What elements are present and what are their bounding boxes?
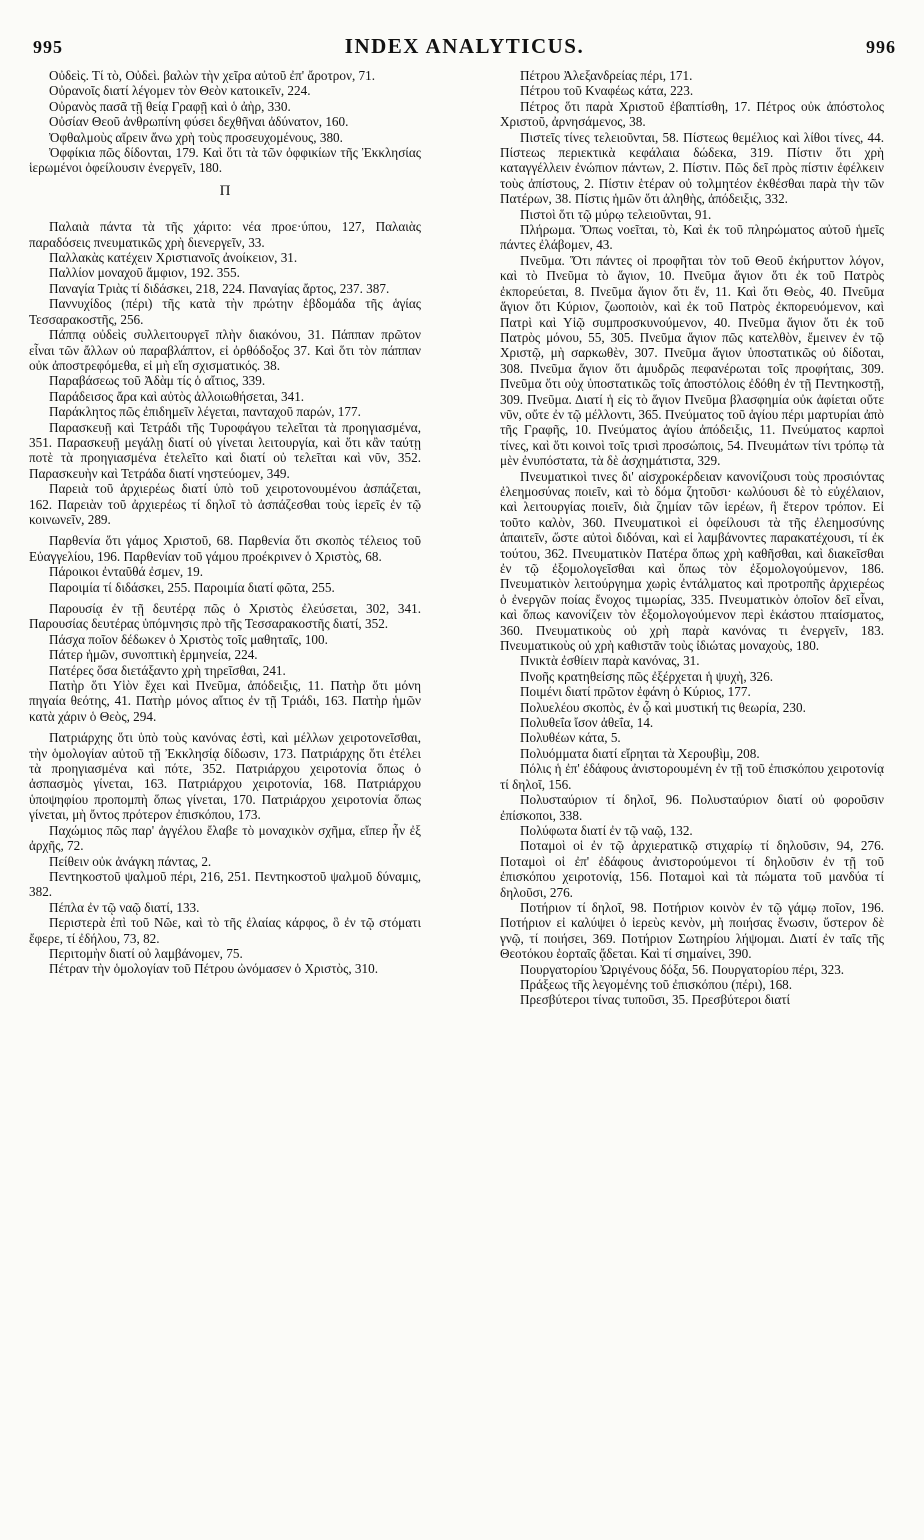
index-entry: Πράξεως τῆς λεγομένης τοῦ ἐπισκόπου (πέρι), 168. bbox=[520, 976, 793, 992]
page-number-right: 996 bbox=[865, 37, 896, 57]
index-entry: Πέτρου τοῦ Κναφέως κάτα, 223. bbox=[520, 83, 694, 99]
index-entry: Πνοῆς κρατηθείσης πῶς ἐξέρχεται ἡ ψυχὴ, 326. bbox=[520, 668, 773, 684]
index-entry: Πεντηκοστοῦ ψαλμοῦ πέρι, 216, 251. Πεντηκοστοῦ ψαλμοῦ δύναμις, 382. bbox=[29, 868, 421, 900]
index-entry: Παρθενία ὅτι γάμος Χριστοῦ, 68. Παρθενία ὅτι σκοπὸς τέλειος τοῦ Εὐαγγελίου, 196. Παρθενίαν τοῦ γάμου προέκρινεν ὁ Χριστὸς, 68. bbox=[29, 533, 421, 564]
index-entry: Παλλίον μοναχοῦ ἄμφιον, 192. 355. bbox=[49, 265, 240, 281]
index-entry: Πολυθεΐα ἴσον ἀθεΐα, 14. bbox=[520, 715, 654, 731]
index-entry: Πέπλα ἐν τῷ ναῷ διατί, 133. bbox=[49, 899, 200, 915]
index-entry: Ποτήριον τί δηλοῖ, 98. Ποτήριον κοινὸν ἐν τῷ γάμῳ ποῖον, 196. Ποτήριον εἰ καλύψει ὁ ἱερεὺς κενὸν, μὴ ποιήσας ἕνωσιν, ὕστερον δὲ γνῷ, τί ποιήσει, 369. Ποτήριον Σωτηρίου λήψομαι. Διατί ἐν ταῖς τῆς Θεοτόκου ἑορταῖς ᾄδεται. Καὶ τί σημαίνει, 390. bbox=[500, 899, 884, 962]
index-entry: Πιστοὶ ὅτι τῷ μύρῳ τελειοῦνται, 91. bbox=[520, 206, 712, 222]
index-entry: Ποταμοὶ οἱ ἐν τῷ ἀρχιερατικῷ στιχαρίῳ τί δηλοῦσιν, 94, 276. Ποταμοὶ οἱ ἐπ' ἐδάφους ἀνιστορούμενοι τί δηλοῦσιν ἐν τῇ τοῦ ἐπισκόπου χειροτονίᾳ, 156. Ποταμοὶ καὶ τὰ πώματα τοῦ μανδύα τί δηλοῦσι, 276. bbox=[500, 838, 884, 900]
running-title: INDEX ANALYTICUS. bbox=[344, 34, 585, 58]
index-entry: Περιστερὰ ἐπὶ τοῦ Νῶε, καὶ τὸ τῆς ἐλαίας κάρφος, ὃ ἐν τῷ στόματι ἔφερε, τί ἐδήλου, 73, 82. bbox=[29, 915, 421, 946]
index-entry: Παράκλητος πῶς ἐπιδημεῖν λέγεται, πανταχοῦ παρών, 177. bbox=[49, 404, 361, 420]
index-entry: Οὐδεὶς. Τί τὸ, Οὐδεὶ. βαλὼν τὴν χεῖρα αὐτοῦ ἐπ' ἄροτρον, 71. bbox=[49, 68, 376, 83]
index-entry: Πατὴρ ὅτι Υἱὸν ἔχει καὶ Πνεῦμα, ἀπόδειξις, 11. Πατὴρ ὅτι μόνη πηγαία θεότης, 41. Πατὴρ μόνος αἴτιος ἐν τῇ Τριάδι, 163. Πατὴρ ἡμῶν κατὰ χάριν ὁ Θεὸς, 294. bbox=[29, 678, 421, 724]
index-entry: Πάσχα ποῖον δέδωκεν ὁ Χριστὸς τοῖς μαθηταῖς, 100. bbox=[49, 631, 328, 647]
index-entry: Πνευματικοὶ τινες δι' αἰσχροκέρδειαν κανονίζουσι τοὺς προσιόντας ἐλεημοσύνας ποιεῖν, καὶ τὸ δόμα ζητοῦσι· κωλύουσι δὲ τὸ εὐχέλαιον, καὶ λειτουργίας ποιεῖν, διὰ ζημίαν τῶν ἱερέων, ἢ ἕτερον τρόπον. Εἰ τοῦτο καλὸν, 360. Πνευματικοὶ εἰ ὀφείλουσι τὰ τῆς ἐλεημοσύνης ἀπαιτεῖν, ὥστε αὐτοὶ διδόναι, καὶ εἰ λαμβάνοντες παρακατέχουσι, τί ἐκ τούτου, 362. Πνευματικὸν Πατέρα ὅπως χρὴ καθῆσθαι, καὶ διακεῖσθαι ἐν τῷ ἐξομολογεῖσθαι καὶ ὅπως τὸν ἐξομολογούμενον, 186. Πνευματικὸν λειτούργημα χωρὶς ἐντάλματος καὶ προτροπῆς ἀρχιερέως ὁ ἐνεργῶν ποίας ἔνοχος τιμωρίας, 335. Πνευματικὸν ὁποῖον δεῖ εἶναι, καὶ ὅπως κανονίζειν τὸν ἐξομολογούμενον περὶ ἑκάστου πταίσματος, 360. Πνευματικοὺς οὐ χρὴ παρὰ κανόνας τι ἐνεργεῖν, 183. Πνευματικοὺς οὐ χρὴ καθιστᾶν τοὺς ἰδιώτας μοναχοὺς, 180. bbox=[500, 468, 884, 654]
index-entry: Πρεσβύτεροι τίνας τυποῦσι, 35. Πρεσβύτεροι διατί bbox=[520, 992, 791, 1008]
index-entry: Πλήρωμα. Ὅπως νοεῖται, τὸ, Καὶ ἐκ τοῦ πληρώματος αὐτοῦ ἡμεῖς πάντες ἐλάβομεν, 43. bbox=[500, 222, 884, 253]
index-entry: Πατριάρχης ὅτι ὑπὸ τοὺς κανόνας ἐστὶ, καὶ μέλλων χειροτονεῖσθαι, τὴν ὁμολογίαν αὐτοῦ τῇ Ἐκκλησίᾳ δίδωσιν, 173. Πατριάρχης ὅτι ἐτέλει τὰ προηγιασμένα καὶ πότε, 352. Πατριάρχου χειροτονία ὅπως ὁ ἀσπασμὸς γίνεται, 163. Πατριάρχου χειροτονία, 168. Πατριάρχου ὑποψηφίου προπομπὴ ὅπως γίνεται, 170. Πατριάρχου χειροτονία ὅπως γίνεται, μὴ ὄντος πρότερον ἐπισκόπου, 173. bbox=[29, 730, 421, 823]
index-entry: Πολυελέου σκοπὸς, ἐν ᾧ καὶ μυστική τις θεωρία, 230. bbox=[520, 699, 806, 715]
right-column bbox=[500, 68, 884, 1008]
index-entry: Πολύφωτα διατί ἐν τῷ ναῷ, 132. bbox=[520, 822, 693, 838]
index-entry: Παλαιὰ πάντα τὰ τῆς χάριτο: νέα προε·ύπου, 127, Παλαιὰς παραδόσεις πνευματικῶς χρὴ διενεργεῖν, 33. bbox=[29, 219, 421, 250]
index-entry: Πάππᾳ οὐδεὶς συλλειτουργεῖ πλὴν διακόνου, 31. Πάππαν πρῶτον εἶναι τῶν ἄλλων οὐ παραβλάπτον, εἰ ὀρθόδοξος 37. Καὶ ὅτι τὸν πάππαν οὐκ ἀποστρεφόμεθα, εἰ μὴ εἴη σχισματικός. 38. bbox=[29, 327, 421, 373]
section-letter: Π bbox=[219, 182, 231, 199]
index-entry: Πέτρος ὅτι παρὰ Χριστοῦ ἐβαπτίσθη, 17. Πέτρος οὐκ ἀπόστολος Χριστοῦ, ἀρνησάμενος, 38. bbox=[500, 98, 884, 130]
index-entry: Οὐρανοῖς διατί λέγομεν τὸν Θεὸν κατοικεῖν, 224. bbox=[49, 83, 311, 99]
index-entry: Παλλακὰς κατέχειν Χριστιανοῖς ἀνοίκειον, 31. bbox=[49, 250, 298, 266]
index-entry: Πνικτὰ ἐσθίειν παρὰ κανόνας, 31. bbox=[520, 653, 700, 669]
index-entry: Παρουσίᾳ ἐν τῇ δευτέρᾳ πῶς ὁ Χριστὸς ἐλεύσεται, 302, 341. Παρουσίας δευτέρας ὑπόμνησις πρὸ τῆς Τεσσαρακοστῆς διατί, 352. bbox=[29, 601, 421, 632]
index-entry: Οὐρανὸς πασᾶ τῇ θείᾳ Γραφῇ καὶ ὁ ἀὴρ, 330. bbox=[49, 98, 291, 114]
index-entry: Παρειὰ τοῦ ἀρχιερέως διατί ὑπὸ τοῦ χειροτονουμένου ἀσπάζεται, 162. Παρειὰν τοῦ ἀρχιερέως τί δηλοῖ τὸ ἀσπάζεσθαι τοὺς ἱερεῖς ἐν τῷ κοινωνεῖν, 289. bbox=[29, 481, 421, 527]
index-entry: Πολυόμματα διατί εἴρηται τὰ Χερουβὶμ, 208. bbox=[520, 745, 760, 761]
index-entry: Πέτρου Ἀλεξανδρείας πέρι, 171. bbox=[520, 68, 693, 83]
index-entry: Οὐσίαν Θεοῦ ἀνθρωπίνη φύσει δεχθῆναι ἀδύνατον, 160. bbox=[49, 114, 349, 130]
index-entry: Πουργατορίου Ὠριγένους δόξα, 56. Πουργατορίου πέρι, 323. bbox=[520, 961, 845, 977]
index-entry: Ὀφθαλμοὺς αἴρειν ἄνω χρὴ τοὺς προσευχομένους, 380. bbox=[49, 129, 343, 145]
index-entry: Πέτραν τὴν ὁμολογίαν τοῦ Πέτρου ὠνόμασεν ὁ Χριστὸς, 310. bbox=[49, 961, 378, 977]
left-column bbox=[29, 68, 421, 977]
running-header bbox=[33, 34, 896, 62]
index-entry: Πατέρες ὅσα διετάξαντο χρὴ τηρεῖσθαι, 241. bbox=[49, 662, 286, 678]
index-entry: Παρασκευῇ καὶ Τετράδι τῆς Τυροφάγου τελεῖται τὰ προηγιασμένα, 351. Παρασκευῇ μεγάλῃ διατί οὐ γίνεται λειτουργία, καὶ ὅτι κἂν ταύτῃ ποτὲ τὰ προηγιασμένα ἐτελεῖτο καὶ διατί οὐ τελεῖται καὶ νῦν, 352. Παρασκευὴν καὶ Τετράδα διατί νηστεύομεν, 349. bbox=[29, 419, 421, 481]
index-entry: Πνεῦμα. Ὅτι πάντες οἱ προφῆται τὸν τοῦ Θεοῦ ἐκήρυττον λόγον, καὶ τὸ Πνεῦμα τὸ ἅγιον, 10. Πνεῦμα ἅγιον ὅτι ἐκ τοῦ Πατρὸς ἐκπορεύεται, 8. Πνεῦμα ἅγιον ὅτι ἔν, 11. Καὶ ὅτι Θεὸς, 40. Πνεῦμα ἅγιον ὅτι Κύριον, ζωοποιὸν, καὶ ἐκ τοῦ Πατρὸς ἐκπορευόμενον, καὶ Πατρὶ καὶ Υἱῷ συμπροσκυνούμενον, 40. Πνεῦμα ἅγιον ὅτι ἐκ τοῦ Πατρὸς μόνου, 55, 305. Πνεῦμα ἅγιον πῶς κατελθὸν, ἔμεινεν ἐν τῷ Χριστῷ, μὴ σαρκωθὲν, 307. Πνεῦμα ἅγιον ὑποστατικῶς οὐ δίδοται, 308. Πνεῦμα ἅγιον ὅτι ἀμυδρῶς πεφανέρωται τοῖς προφήταις, 309. Πνεῦμα ὅτι οὐχ ὑποστατικῶς τοῖς ἀποστόλοις ἐδόθη ἐν τῇ Πεντηκοστῇ, 309. Πνεῦμα. Διατί ἡ εἰς τὸ ἅγιον Πνεῦμα βλασφημία οὐκ ἀφίεται οὔτε νῦν, οὔτε ἐν τῷ μέλλοντι, 365. Πνεύματος τοῦ ἁγίου πέρι μαρτυρίαι ἀπὸ τῆς Γραφῆς, 10. Πνεύματος ἁγίου ἀπόδειξις, 11. Πνεύματος καρποὶ τίνες, καὶ ὅτι κοινοὶ τοῖς τρισὶ προσώποις, 54. Πνευμάτων τίνι τρόπῳ τὰ μὲν ἐνυπόστατα, τὰ δὲ ἀσχημάτιστα, 329. bbox=[500, 252, 884, 469]
index-entry: Παράδεισος ἄρα καὶ αὐτὸς ἀλλοιωθήσεται, 341. bbox=[49, 388, 305, 404]
index-entry: Πολυθέων κάτα, 5. bbox=[520, 730, 621, 746]
index-entry: Ὀφφίκια πῶς δίδονται, 179. Καὶ ὅτι τὰ τῶν ὀφφικίων τῆς Ἐκκλησίας ἱερωμένοι ὀφείλουσιν ἐνεργεῖν, 180. bbox=[29, 145, 421, 176]
index-entry: Πολυσταύριον τί δηλοῖ, 96. Πολυσταύριον διατί οὐ φοροῦσιν ἐπίσκοποι, 338. bbox=[500, 792, 884, 823]
index-entry: Περιτομὴν διατί οὐ λαμβάνομεν, 75. bbox=[49, 945, 243, 961]
index-entry: Παννυχίδος (πέρι) τῆς κατὰ τὴν πρώτην ἑβδομάδα τῆς ἁγίας Τεσσαρακοστῆς, 256. bbox=[29, 296, 421, 327]
index-entry: Ποιμένι διατί πρῶτον ἐφάνη ὁ Κύριος, 177. bbox=[520, 684, 751, 700]
index-entry: Παναγία Τριὰς τί διδάσκει, 218, 224. Παναγίας ἄρτος, 237. 387. bbox=[49, 280, 390, 296]
index-entry: Πιστεῖς τίνες τελειοῦνται, 58. Πίστεως θεμέλιος καὶ λίθοι τίνες, 44. Πίστεως περιεκτικὰ κεφάλαια δώδεκα, 319. Πίστιν ὅτι χρὴ καταγγέλλειν ἐνώπιον πάντων, 2. Πίστιν. Πῶς δεῖ πρὸς πίστιν ἐφέλκειν τοὺς ἀπίστους, 2. Πίστιν ἑτέραν οὐ τολμητέον ἐκθέσθαι παρὰ τὴν τῶν Πατέρων, 38. Πίστις ἡμῶν ὅτι ἀληθὴς, ἀπόδειξις, 332. bbox=[500, 129, 884, 207]
index-entry: Πόλις ἡ ἐπ' ἐδάφους ἀνιστορουμένη ἐν τῇ τοῦ ἐπισκόπου χειροτονίᾳ τί δηλοῖ, 156. bbox=[500, 761, 884, 792]
index-entry: Παχώμιος πῶς παρ' ἀγγέλου ἔλαβε τὸ μοναχικὸν σχῆμα, εἴπερ ἦν ἐξ ἀρχῆς, 72. bbox=[29, 822, 421, 854]
index-entry: Παροιμία τί διδάσκει, 255. Παροιμία διατί φῶτα, 255. bbox=[49, 579, 335, 595]
index-entry: Πάροικοι ἐνταῦθά ἐσμεν, 19. bbox=[49, 564, 204, 580]
index-entry: Πάτερ ἡμῶν, συνοπτικὴ ἑρμηνεία, 224. bbox=[49, 647, 258, 663]
page-number-left: 995 bbox=[33, 37, 63, 57]
index-entry: Πείθειν οὐκ ἀνάγκη πάντας, 2. bbox=[49, 853, 212, 869]
index-entry: Παραβάσεως τοῦ Ἀδὰμ τίς ὁ αἴτιος, 339. bbox=[49, 373, 266, 389]
